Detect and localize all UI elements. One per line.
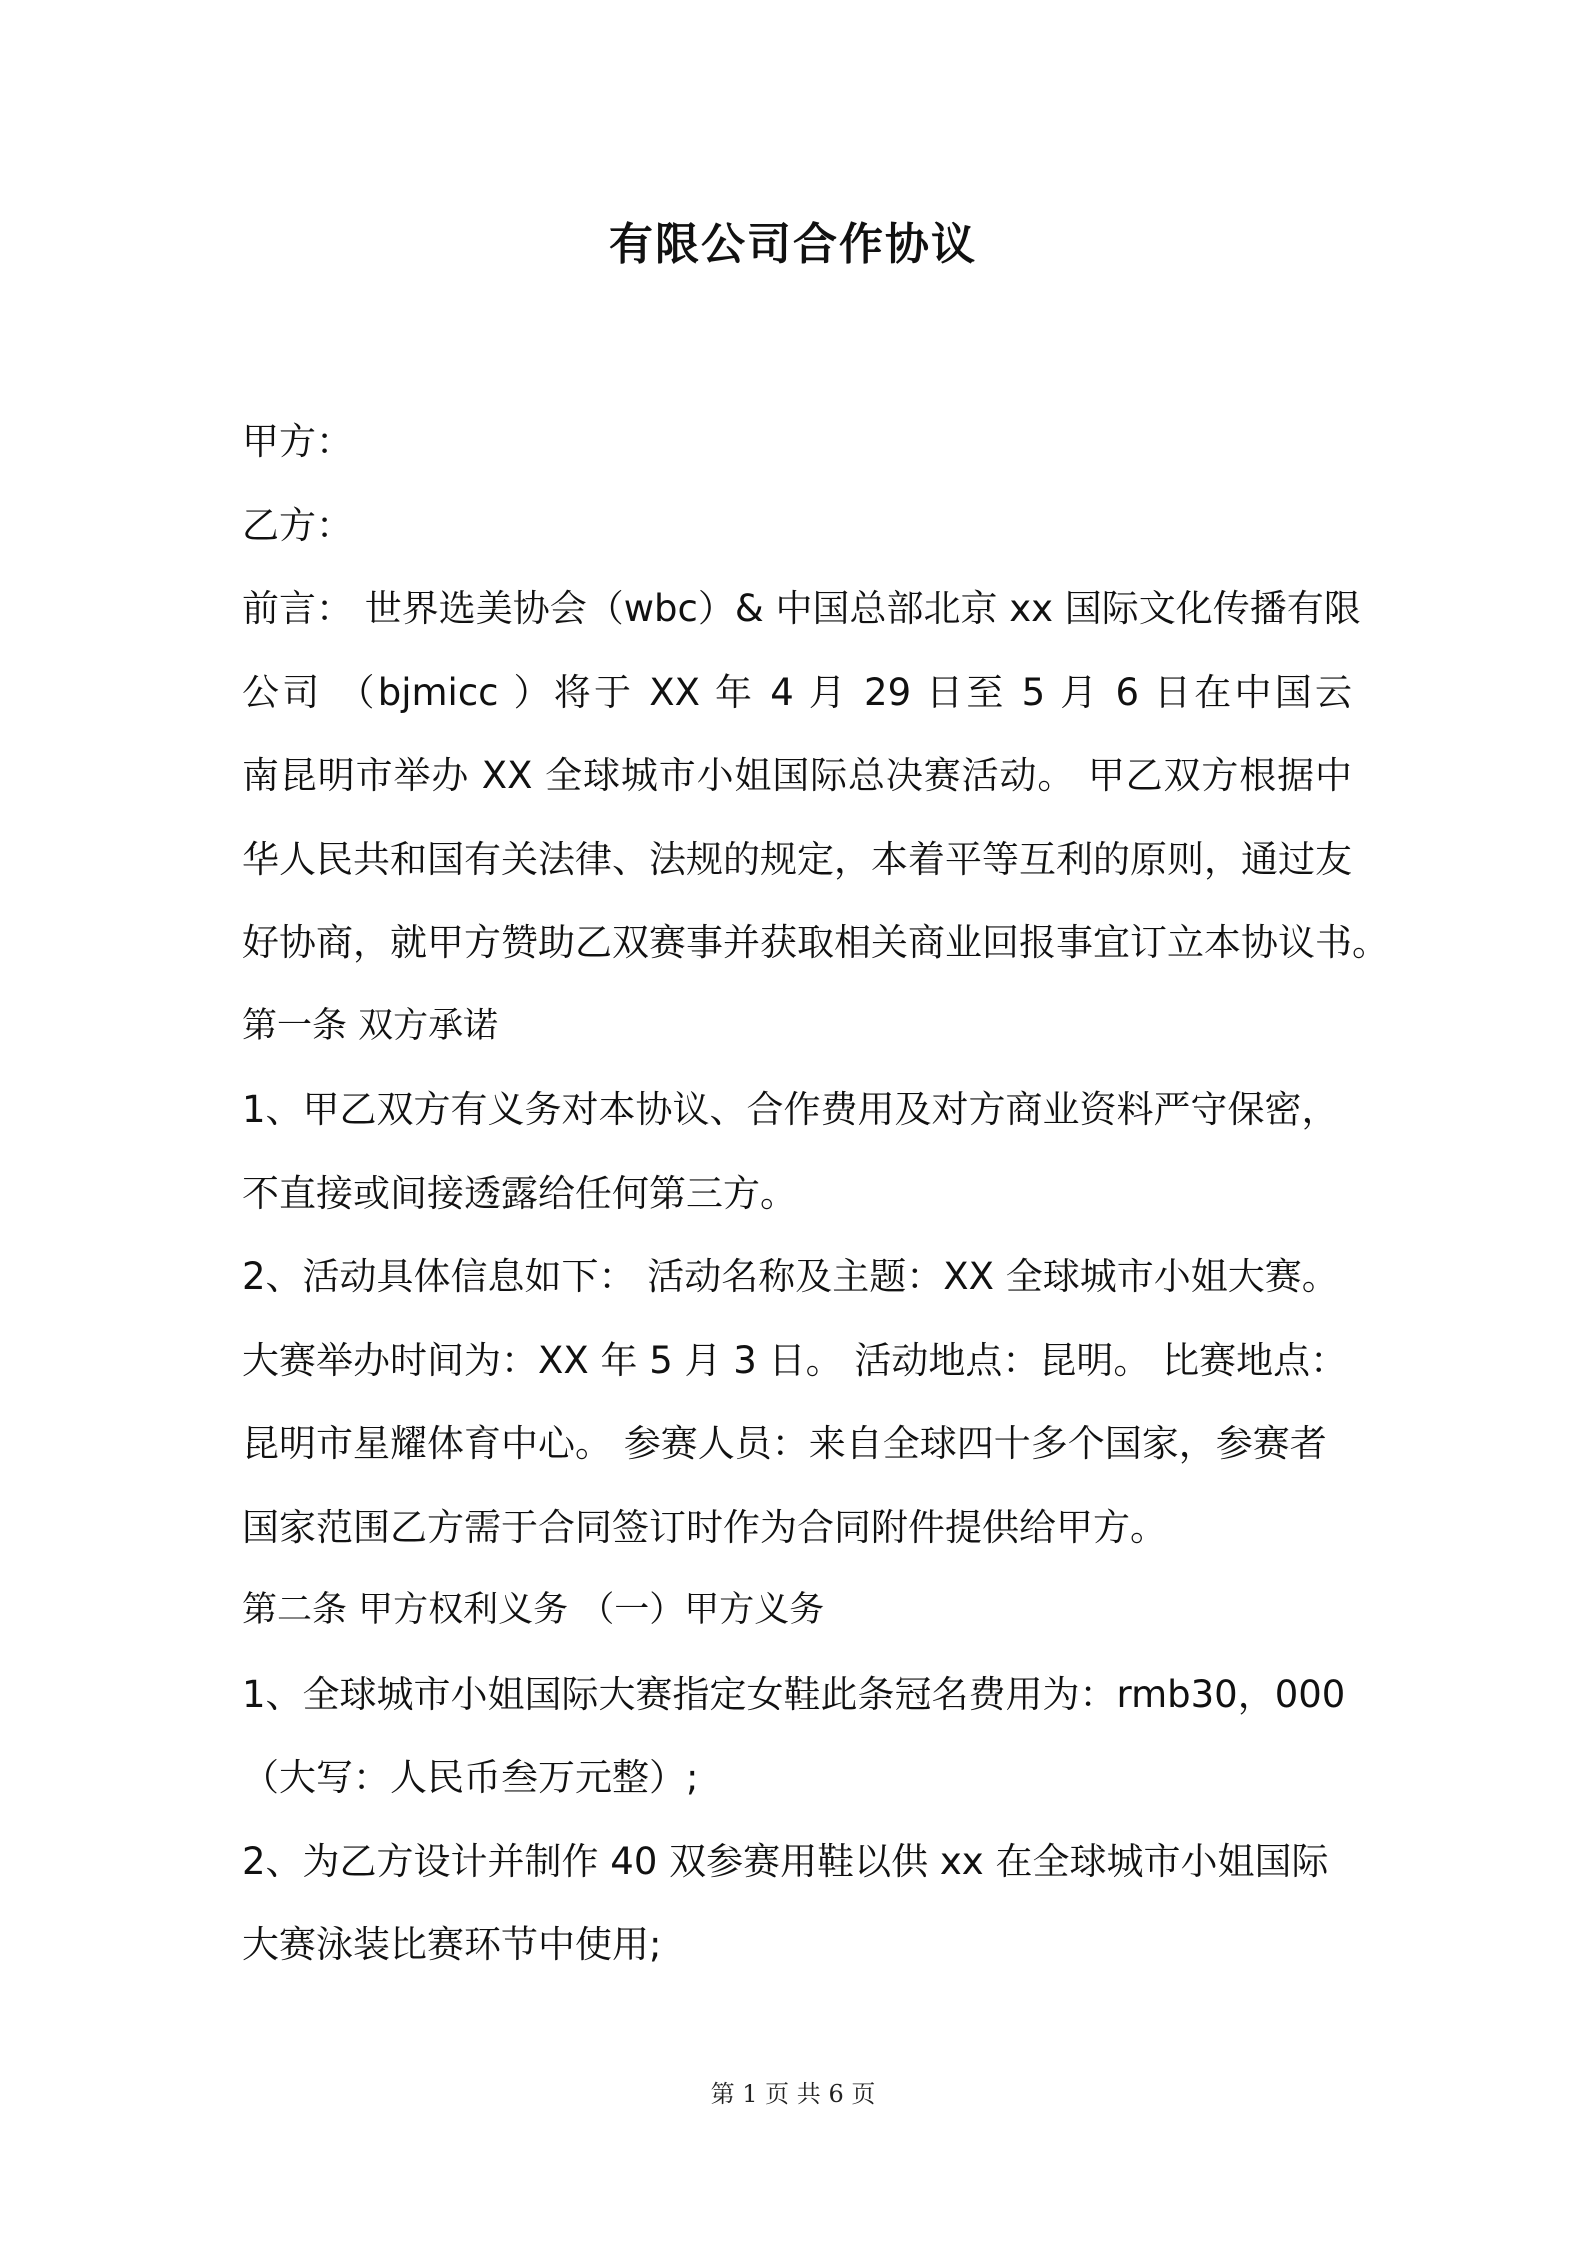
party-a-line: 甲方： [242,420,353,463]
article-two-item: 2、为乙方设计并制作 40 双参赛用鞋以供 xx 在全球城市小姐国际 [242,1839,1329,1883]
article-one-item: 2、活动具体信息如下： 活动名称及主题：XX 全球城市小姐大赛。 [242,1255,1339,1298]
article-one-item: 不直接或间接透露给任何第三方。 [242,1171,797,1215]
article-two-item: （大写：人民币叁万元整）; [242,1756,699,1799]
article-one-item: 1、甲乙双方有义务对本协议、合作费用及对方商业资料严守保密， [242,1088,1339,1131]
article-one-item: 国家范围乙方需于合同签订时作为合同附件提供给甲方。 [242,1505,1167,1549]
party-b-line: 乙方： [242,503,353,547]
article-two-heading: 第二条 甲方权利义务 （一）甲方义务 [242,1590,825,1630]
preface-line: 公司 （bjmicc ）将于 XX 年 4 月 29 日至 5 月 6 日在中国云 [242,670,1352,714]
article-one-heading: 第一条 双方承诺 [242,1005,499,1046]
preface-line: 南昆明市举办 XX 全球城市小姐国际总决赛活动。 甲乙双方根据中 [242,754,1352,797]
preface-line: 前言： 世界选美协会（wbc）& 中国总部北京 xx 国际文化传播有限 [242,587,1361,630]
page-number: 第 1 页 共 6 页 [710,2080,876,2108]
preface-line: 好协商，就甲方赞助乙双赛事并获取相关商业回报事宜订立本协议书。 [242,921,1389,964]
article-one-item: 昆明市星耀体育中心。 参赛人员：来自全球四十多个国家，参赛者 [242,1422,1327,1465]
article-two-item: 1、全球城市小姐国际大赛指定女鞋此条冠名费用为：rmb30，000 [242,1672,1346,1716]
article-two-item: 大赛泳装比赛环节中使用; [242,1923,662,1966]
article-one-item: 大赛举办时间为：XX 年 5 月 3 日。 活动地点：昆明。 比赛地点： [242,1338,1348,1382]
document-title: 有限公司合作协议 [609,219,977,270]
document-body [242,400,1389,1987]
preface-line: 华人民共和国有关法律、法规的规定，本着平等互利的原则，通过友 [242,837,1352,881]
